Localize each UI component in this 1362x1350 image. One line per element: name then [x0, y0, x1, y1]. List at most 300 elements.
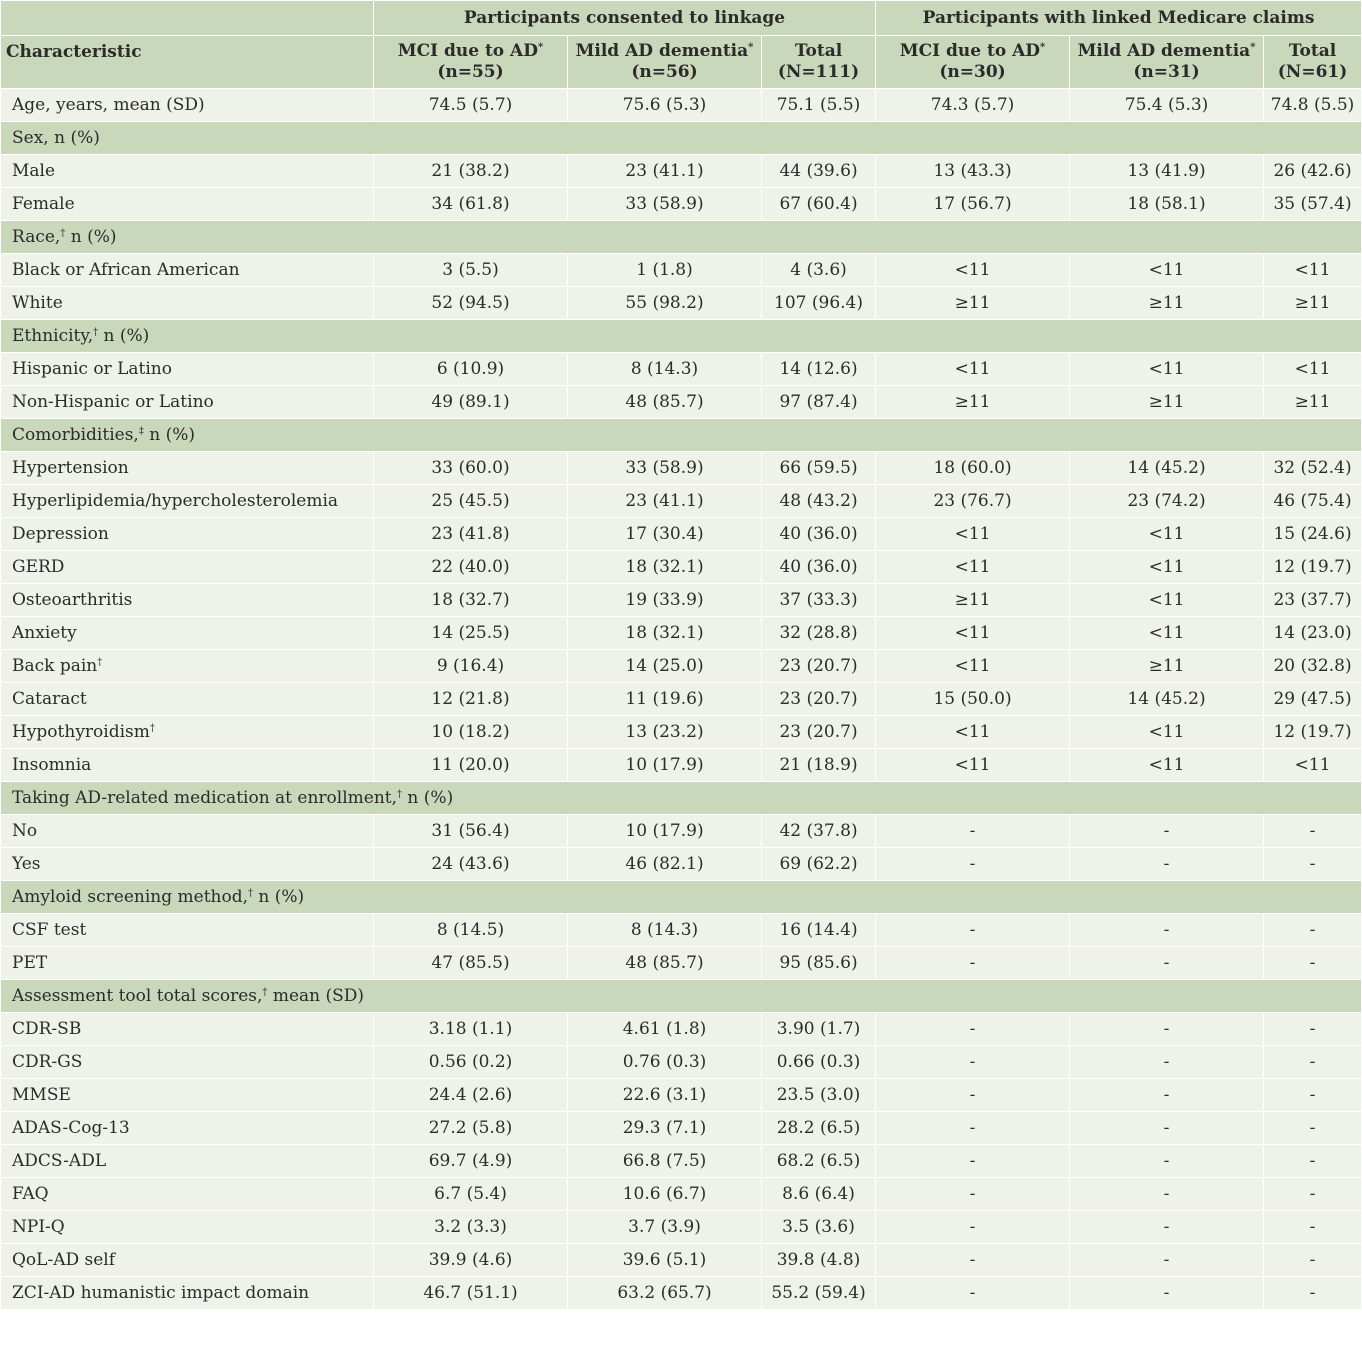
- table-cell: 13 (43.3): [876, 155, 1070, 188]
- table-cell: 48 (85.7): [568, 947, 762, 980]
- table-cell: 3.90 (1.7): [762, 1013, 876, 1046]
- table-row: [1, 155, 1362, 188]
- table-cell: -: [876, 1079, 1070, 1112]
- table-cell: 4.61 (1.8): [568, 1013, 762, 1046]
- table-cell: -: [1070, 1145, 1264, 1178]
- row-label-text: Yes: [12, 854, 41, 874]
- table-cell: -: [1264, 1112, 1362, 1145]
- column-header-name: Characteristic: [6, 42, 142, 62]
- row-label: [1, 914, 374, 947]
- footnote-mark: †: [60, 228, 66, 239]
- table-row: [1, 848, 1362, 881]
- table-cell: <11: [1070, 518, 1264, 551]
- table-cell: 15 (50.0): [876, 683, 1070, 716]
- table-cell: -: [1070, 914, 1264, 947]
- table-cell: 24 (43.6): [374, 848, 568, 881]
- row-label: [1, 1112, 374, 1145]
- table-cell: <11: [1070, 353, 1264, 386]
- table-row: [1, 254, 1362, 287]
- table-cell: 14 (25.5): [374, 617, 568, 650]
- table-row: [1, 1079, 1362, 1112]
- table-cell: 48 (43.2): [762, 485, 876, 518]
- table-cell: -: [1264, 848, 1362, 881]
- table-cell: -: [876, 848, 1070, 881]
- table-cell: <11: [1264, 749, 1362, 782]
- table-cell: 14 (23.0): [1264, 617, 1362, 650]
- table-cell: 1 (1.8): [568, 254, 762, 287]
- section-label-suffix: mean (SD): [267, 986, 365, 1006]
- table-cell: 23 (74.2): [1070, 485, 1264, 518]
- table-cell: 9 (16.4): [374, 650, 568, 683]
- table-cell: <11: [1070, 254, 1264, 287]
- table-cell: <11: [876, 518, 1070, 551]
- column-header-n: (n=31): [1133, 62, 1200, 82]
- section-header-row: [1, 782, 1362, 815]
- table-cell: -: [1070, 1046, 1264, 1079]
- table-row: [1, 386, 1362, 419]
- table-row: [1, 287, 1362, 320]
- table-cell: 69.7 (4.9): [374, 1145, 568, 1178]
- footnote-mark: *: [1040, 42, 1046, 53]
- row-label: [1, 1211, 374, 1244]
- table-cell: -: [1264, 1277, 1362, 1310]
- table-cell: 14 (12.6): [762, 353, 876, 386]
- row-label: [1, 254, 374, 287]
- section-label-text: Sex, n (%): [12, 128, 100, 148]
- table-cell: ≥11: [1070, 386, 1264, 419]
- section-label-suffix: n (%): [98, 326, 150, 346]
- row-label: [1, 683, 374, 716]
- table-cell: 13 (23.2): [568, 716, 762, 749]
- table-row: [1, 1013, 1362, 1046]
- table-cell: -: [1264, 1079, 1362, 1112]
- table-cell: -: [876, 914, 1070, 947]
- table-row: [1, 947, 1362, 980]
- column-header-n: (N=61): [1277, 62, 1348, 82]
- row-label-text: GERD: [12, 557, 65, 577]
- table-cell: 27.2 (5.8): [374, 1112, 568, 1145]
- table-cell: -: [876, 815, 1070, 848]
- table-cell: 22 (40.0): [374, 551, 568, 584]
- footnote-mark: †: [93, 327, 99, 338]
- table-cell: 8 (14.3): [568, 914, 762, 947]
- group-header-consented: Participants consented to linkage: [374, 1, 876, 36]
- table-cell: -: [1070, 947, 1264, 980]
- row-label: [1, 947, 374, 980]
- table-cell: 10.6 (6.7): [568, 1178, 762, 1211]
- table-cell: 32 (52.4): [1264, 452, 1362, 485]
- footnote-mark: *: [748, 42, 754, 53]
- table-cell: 8 (14.3): [568, 353, 762, 386]
- table-cell: -: [1264, 1145, 1362, 1178]
- row-label: [1, 551, 374, 584]
- table-cell: 20 (32.8): [1264, 650, 1362, 683]
- table-cell: ≥11: [876, 287, 1070, 320]
- table-cell: 4 (3.6): [762, 254, 876, 287]
- section-label-text: Assessment tool total scores,: [12, 986, 263, 1006]
- table-cell: 12 (21.8): [374, 683, 568, 716]
- table-cell: <11: [1070, 716, 1264, 749]
- table-cell: 29.3 (7.1): [568, 1112, 762, 1145]
- row-label: [1, 353, 374, 386]
- row-label: [1, 617, 374, 650]
- group-header-linked: Participants with linked Medicare claims: [876, 1, 1362, 36]
- table-cell: -: [1070, 1013, 1264, 1046]
- table-cell: 23 (76.7): [876, 485, 1070, 518]
- table-cell: -: [1264, 1244, 1362, 1277]
- row-label: [1, 1046, 374, 1079]
- table-cell: <11: [876, 353, 1070, 386]
- row-label: [1, 287, 374, 320]
- table-cell: 18 (32.1): [568, 617, 762, 650]
- table-row: [1, 551, 1362, 584]
- table-cell: 66.8 (7.5): [568, 1145, 762, 1178]
- table-cell: 95 (85.6): [762, 947, 876, 980]
- column-header-row: [1, 36, 1362, 89]
- row-label-text: FAQ: [12, 1184, 49, 1204]
- column-header-total-consented: [762, 36, 876, 89]
- table-cell: 10 (18.2): [374, 716, 568, 749]
- table-cell: 10 (17.9): [568, 815, 762, 848]
- column-header-name: MCI due to AD: [397, 41, 538, 61]
- table-cell: -: [1070, 1079, 1264, 1112]
- row-label: [1, 815, 374, 848]
- row-label: [1, 1145, 374, 1178]
- table-cell: 23 (41.1): [568, 485, 762, 518]
- table-cell: 35 (57.4): [1264, 188, 1362, 221]
- table-cell: -: [876, 1178, 1070, 1211]
- column-header-mild-ad-consented: [568, 36, 762, 89]
- row-label: [1, 584, 374, 617]
- table-cell: 18 (32.7): [374, 584, 568, 617]
- table-cell: <11: [1264, 353, 1362, 386]
- section-header-label: [1, 881, 1362, 914]
- table-cell: <11: [876, 617, 1070, 650]
- table-cell: 33 (60.0): [374, 452, 568, 485]
- table-row: [1, 1178, 1362, 1211]
- row-label: [1, 848, 374, 881]
- table-row: [1, 749, 1362, 782]
- table-cell: -: [1264, 1013, 1362, 1046]
- table-cell: 14 (45.2): [1070, 683, 1264, 716]
- table-cell: 49 (89.1): [374, 386, 568, 419]
- section-header-row: [1, 881, 1362, 914]
- row-label-text: CDR-SB: [12, 1019, 82, 1039]
- column-header-mild-ad-linked: [1070, 36, 1264, 89]
- row-label: [1, 485, 374, 518]
- row-label: [1, 452, 374, 485]
- table-cell: <11: [876, 254, 1070, 287]
- table-row: [1, 1211, 1362, 1244]
- table-cell: 69 (62.2): [762, 848, 876, 881]
- table-cell: <11: [1070, 617, 1264, 650]
- table-cell: ≥11: [1264, 287, 1362, 320]
- table-cell: 14 (45.2): [1070, 452, 1264, 485]
- table-cell: -: [1264, 1046, 1362, 1079]
- table-row: [1, 584, 1362, 617]
- table-cell: 23 (41.8): [374, 518, 568, 551]
- table-cell: 12 (19.7): [1264, 716, 1362, 749]
- table-cell: 29 (47.5): [1264, 683, 1362, 716]
- row-label-text: CSF test: [12, 920, 87, 940]
- column-header-characteristic: [1, 36, 374, 89]
- table-cell: 66 (59.5): [762, 452, 876, 485]
- table-cell: 75.1 (5.5): [762, 89, 876, 122]
- row-label-text: ADAS-Cog-13: [12, 1118, 130, 1138]
- table-cell: 44 (39.6): [762, 155, 876, 188]
- table-cell: 3.2 (3.3): [374, 1211, 568, 1244]
- row-label-text: Male: [12, 161, 56, 181]
- table-cell: 67 (60.4): [762, 188, 876, 221]
- table-cell: 75.6 (5.3): [568, 89, 762, 122]
- table-cell: -: [1070, 1244, 1264, 1277]
- row-label-text: Female: [12, 194, 75, 214]
- footnote-mark: ‡: [138, 426, 144, 437]
- table-cell: 25 (45.5): [374, 485, 568, 518]
- table-cell: <11: [876, 749, 1070, 782]
- table-cell: ≥11: [1070, 650, 1264, 683]
- footnote-mark: †: [149, 723, 155, 734]
- table-cell: 23 (20.7): [762, 650, 876, 683]
- table-cell: 46 (82.1): [568, 848, 762, 881]
- table-cell: 74.3 (5.7): [876, 89, 1070, 122]
- table-cell: 21 (38.2): [374, 155, 568, 188]
- table-cell: -: [1070, 1277, 1264, 1310]
- row-label-text: QoL-AD self: [12, 1250, 116, 1270]
- footnote-mark: †: [248, 888, 253, 899]
- footnote-mark: †: [262, 987, 268, 998]
- column-header-name: Total: [794, 41, 843, 61]
- section-label-text: Comorbidities,: [12, 425, 139, 445]
- table-cell: -: [876, 1277, 1070, 1310]
- table-cell: -: [1070, 1112, 1264, 1145]
- table-cell: 23.5 (3.0): [762, 1079, 876, 1112]
- table-cell: -: [1264, 1211, 1362, 1244]
- table-row: [1, 353, 1362, 386]
- section-header-row: [1, 221, 1362, 254]
- table-cell: 12 (19.7): [1264, 551, 1362, 584]
- row-label-text: White: [12, 293, 63, 313]
- footnote-mark: †: [397, 789, 403, 800]
- table-cell: 52 (94.5): [374, 287, 568, 320]
- footnote-mark: *: [1250, 42, 1256, 53]
- table-cell: 17 (30.4): [568, 518, 762, 551]
- row-label: [1, 1178, 374, 1211]
- row-label: [1, 716, 374, 749]
- row-label: [1, 650, 374, 683]
- column-header-mci-linked: [876, 36, 1070, 89]
- table-cell: -: [876, 1046, 1070, 1079]
- section-header-row: [1, 419, 1362, 452]
- row-label-text: Age, years, mean (SD): [12, 95, 205, 115]
- column-header-total-linked: [1264, 36, 1362, 89]
- table-cell: ≥11: [1070, 287, 1264, 320]
- table-cell: 17 (56.7): [876, 188, 1070, 221]
- table-cell: 40 (36.0): [762, 518, 876, 551]
- table-row: [1, 716, 1362, 749]
- section-label-text: Race,: [12, 227, 61, 247]
- table-cell: 13 (41.9): [1070, 155, 1264, 188]
- table-cell: 22.6 (3.1): [568, 1079, 762, 1112]
- table-cell: 68.2 (6.5): [762, 1145, 876, 1178]
- table-cell: 6 (10.9): [374, 353, 568, 386]
- table-cell: 14 (25.0): [568, 650, 762, 683]
- group-header-row: [1, 1, 1362, 36]
- row-label-text: Cataract: [12, 689, 87, 709]
- table-row: [1, 89, 1362, 122]
- row-label: [1, 749, 374, 782]
- row-label: [1, 1277, 374, 1310]
- row-label-text: Back pain: [12, 656, 98, 676]
- row-label-text: CDR-GS: [12, 1052, 83, 1072]
- section-header-label: [1, 320, 1362, 353]
- table-cell: 75.4 (5.3): [1070, 89, 1264, 122]
- table-cell: <11: [1070, 584, 1264, 617]
- row-label: [1, 1244, 374, 1277]
- footnote-mark: †: [97, 657, 103, 668]
- section-header-row: [1, 122, 1362, 155]
- table-cell: 23 (37.7): [1264, 584, 1362, 617]
- column-header-name: MCI due to AD: [899, 41, 1041, 61]
- column-header-name: Total: [1288, 41, 1337, 61]
- table-row: [1, 815, 1362, 848]
- row-label-text: Hypertension: [12, 458, 129, 478]
- table-cell: 10 (17.9): [568, 749, 762, 782]
- table-cell: ≥11: [876, 584, 1070, 617]
- table-cell: 33 (58.9): [568, 452, 762, 485]
- section-header-label: [1, 419, 1362, 452]
- table-cell: <11: [876, 716, 1070, 749]
- row-label: [1, 155, 374, 188]
- section-label-text: Amyloid screening method,: [12, 887, 248, 907]
- row-label-text: Osteoarthritis: [12, 590, 133, 610]
- row-label: [1, 386, 374, 419]
- row-label: [1, 89, 374, 122]
- table-cell: 63.2 (65.7): [568, 1277, 762, 1310]
- table-cell: 3.7 (3.9): [568, 1211, 762, 1244]
- table-cell: 33 (58.9): [568, 188, 762, 221]
- row-label: [1, 188, 374, 221]
- row-label-text: Hyperlipidemia/hypercholesterolemia: [12, 491, 339, 511]
- table-row: [1, 518, 1362, 551]
- table-cell: <11: [1070, 551, 1264, 584]
- table-cell: 18 (32.1): [568, 551, 762, 584]
- table-cell: -: [1264, 914, 1362, 947]
- column-header-n: (n=30): [939, 62, 1006, 82]
- row-label-text: Hypothyroidism: [12, 722, 150, 742]
- table-cell: 23 (20.7): [762, 716, 876, 749]
- table-cell: 74.5 (5.7): [374, 89, 568, 122]
- table-cell: 3.5 (3.6): [762, 1211, 876, 1244]
- table-cell: 16 (14.4): [762, 914, 876, 947]
- section-header-label: [1, 980, 1362, 1013]
- column-header-n: (n=56): [631, 62, 698, 82]
- table-cell: 39.8 (4.8): [762, 1244, 876, 1277]
- table-cell: 21 (18.9): [762, 749, 876, 782]
- section-label-suffix: n (%): [253, 887, 305, 907]
- table-cell: 23 (41.1): [568, 155, 762, 188]
- table-cell: 74.8 (5.5): [1264, 89, 1362, 122]
- table-cell: 26 (42.6): [1264, 155, 1362, 188]
- table-row: [1, 1277, 1362, 1310]
- table-row: [1, 452, 1362, 485]
- table-cell: 37 (33.3): [762, 584, 876, 617]
- table-cell: 19 (33.9): [568, 584, 762, 617]
- row-label-text: PET: [12, 953, 48, 973]
- column-header-n: (n=55): [437, 62, 504, 82]
- row-label-text: MMSE: [12, 1085, 71, 1105]
- table-cell: <11: [1264, 254, 1362, 287]
- row-label-text: No: [12, 821, 38, 841]
- column-header-n: (N=111): [777, 62, 860, 82]
- table-cell: 46.7 (51.1): [374, 1277, 568, 1310]
- table-row: [1, 1145, 1362, 1178]
- table-cell: 11 (19.6): [568, 683, 762, 716]
- table-cell: 28.2 (6.5): [762, 1112, 876, 1145]
- row-label: [1, 1013, 374, 1046]
- table-cell: 3.18 (1.1): [374, 1013, 568, 1046]
- table-row: [1, 650, 1362, 683]
- table-cell: 24.4 (2.6): [374, 1079, 568, 1112]
- table-row: [1, 683, 1362, 716]
- row-label-text: NPI-Q: [12, 1217, 65, 1237]
- table-cell: -: [876, 1013, 1070, 1046]
- group-header-blank: [1, 1, 374, 36]
- table-cell: ≥11: [876, 386, 1070, 419]
- table-cell: 55.2 (59.4): [762, 1277, 876, 1310]
- table-cell: -: [1070, 1211, 1264, 1244]
- footnote-mark: *: [538, 42, 544, 53]
- table-cell: <11: [876, 551, 1070, 584]
- table-cell: 8.6 (6.4): [762, 1178, 876, 1211]
- table-row: [1, 914, 1362, 947]
- table-cell: -: [1070, 848, 1264, 881]
- table-cell: 0.76 (0.3): [568, 1046, 762, 1079]
- row-label-text: Depression: [12, 524, 109, 544]
- table-cell: 55 (98.2): [568, 287, 762, 320]
- table-cell: 40 (36.0): [762, 551, 876, 584]
- table-row: [1, 1046, 1362, 1079]
- table-cell: 31 (56.4): [374, 815, 568, 848]
- section-label-suffix: n (%): [402, 788, 454, 808]
- row-label-text: Hispanic or Latino: [12, 359, 172, 379]
- table-cell: -: [1264, 1178, 1362, 1211]
- table-row: [1, 617, 1362, 650]
- table-cell: 46 (75.4): [1264, 485, 1362, 518]
- table-cell: -: [876, 1211, 1070, 1244]
- table-cell: 42 (37.8): [762, 815, 876, 848]
- row-label-text: Black or African American: [12, 260, 240, 280]
- row-label-text: ADCS-ADL: [12, 1151, 107, 1171]
- table-cell: 0.56 (0.2): [374, 1046, 568, 1079]
- section-label-text: Taking AD-related medication at enrollment,: [12, 788, 398, 808]
- table-cell: 107 (96.4): [762, 287, 876, 320]
- table-cell: -: [876, 1112, 1070, 1145]
- row-label: [1, 1079, 374, 1112]
- table-cell: -: [1070, 815, 1264, 848]
- table-cell: 11 (20.0): [374, 749, 568, 782]
- table-cell: 97 (87.4): [762, 386, 876, 419]
- table-row: [1, 485, 1362, 518]
- table-cell: <11: [1070, 749, 1264, 782]
- table-cell: 6.7 (5.4): [374, 1178, 568, 1211]
- row-label: [1, 518, 374, 551]
- table-cell: <11: [876, 650, 1070, 683]
- table-cell: 18 (58.1): [1070, 188, 1264, 221]
- section-header-label: [1, 782, 1362, 815]
- table-cell: 32 (28.8): [762, 617, 876, 650]
- table-cell: -: [876, 1244, 1070, 1277]
